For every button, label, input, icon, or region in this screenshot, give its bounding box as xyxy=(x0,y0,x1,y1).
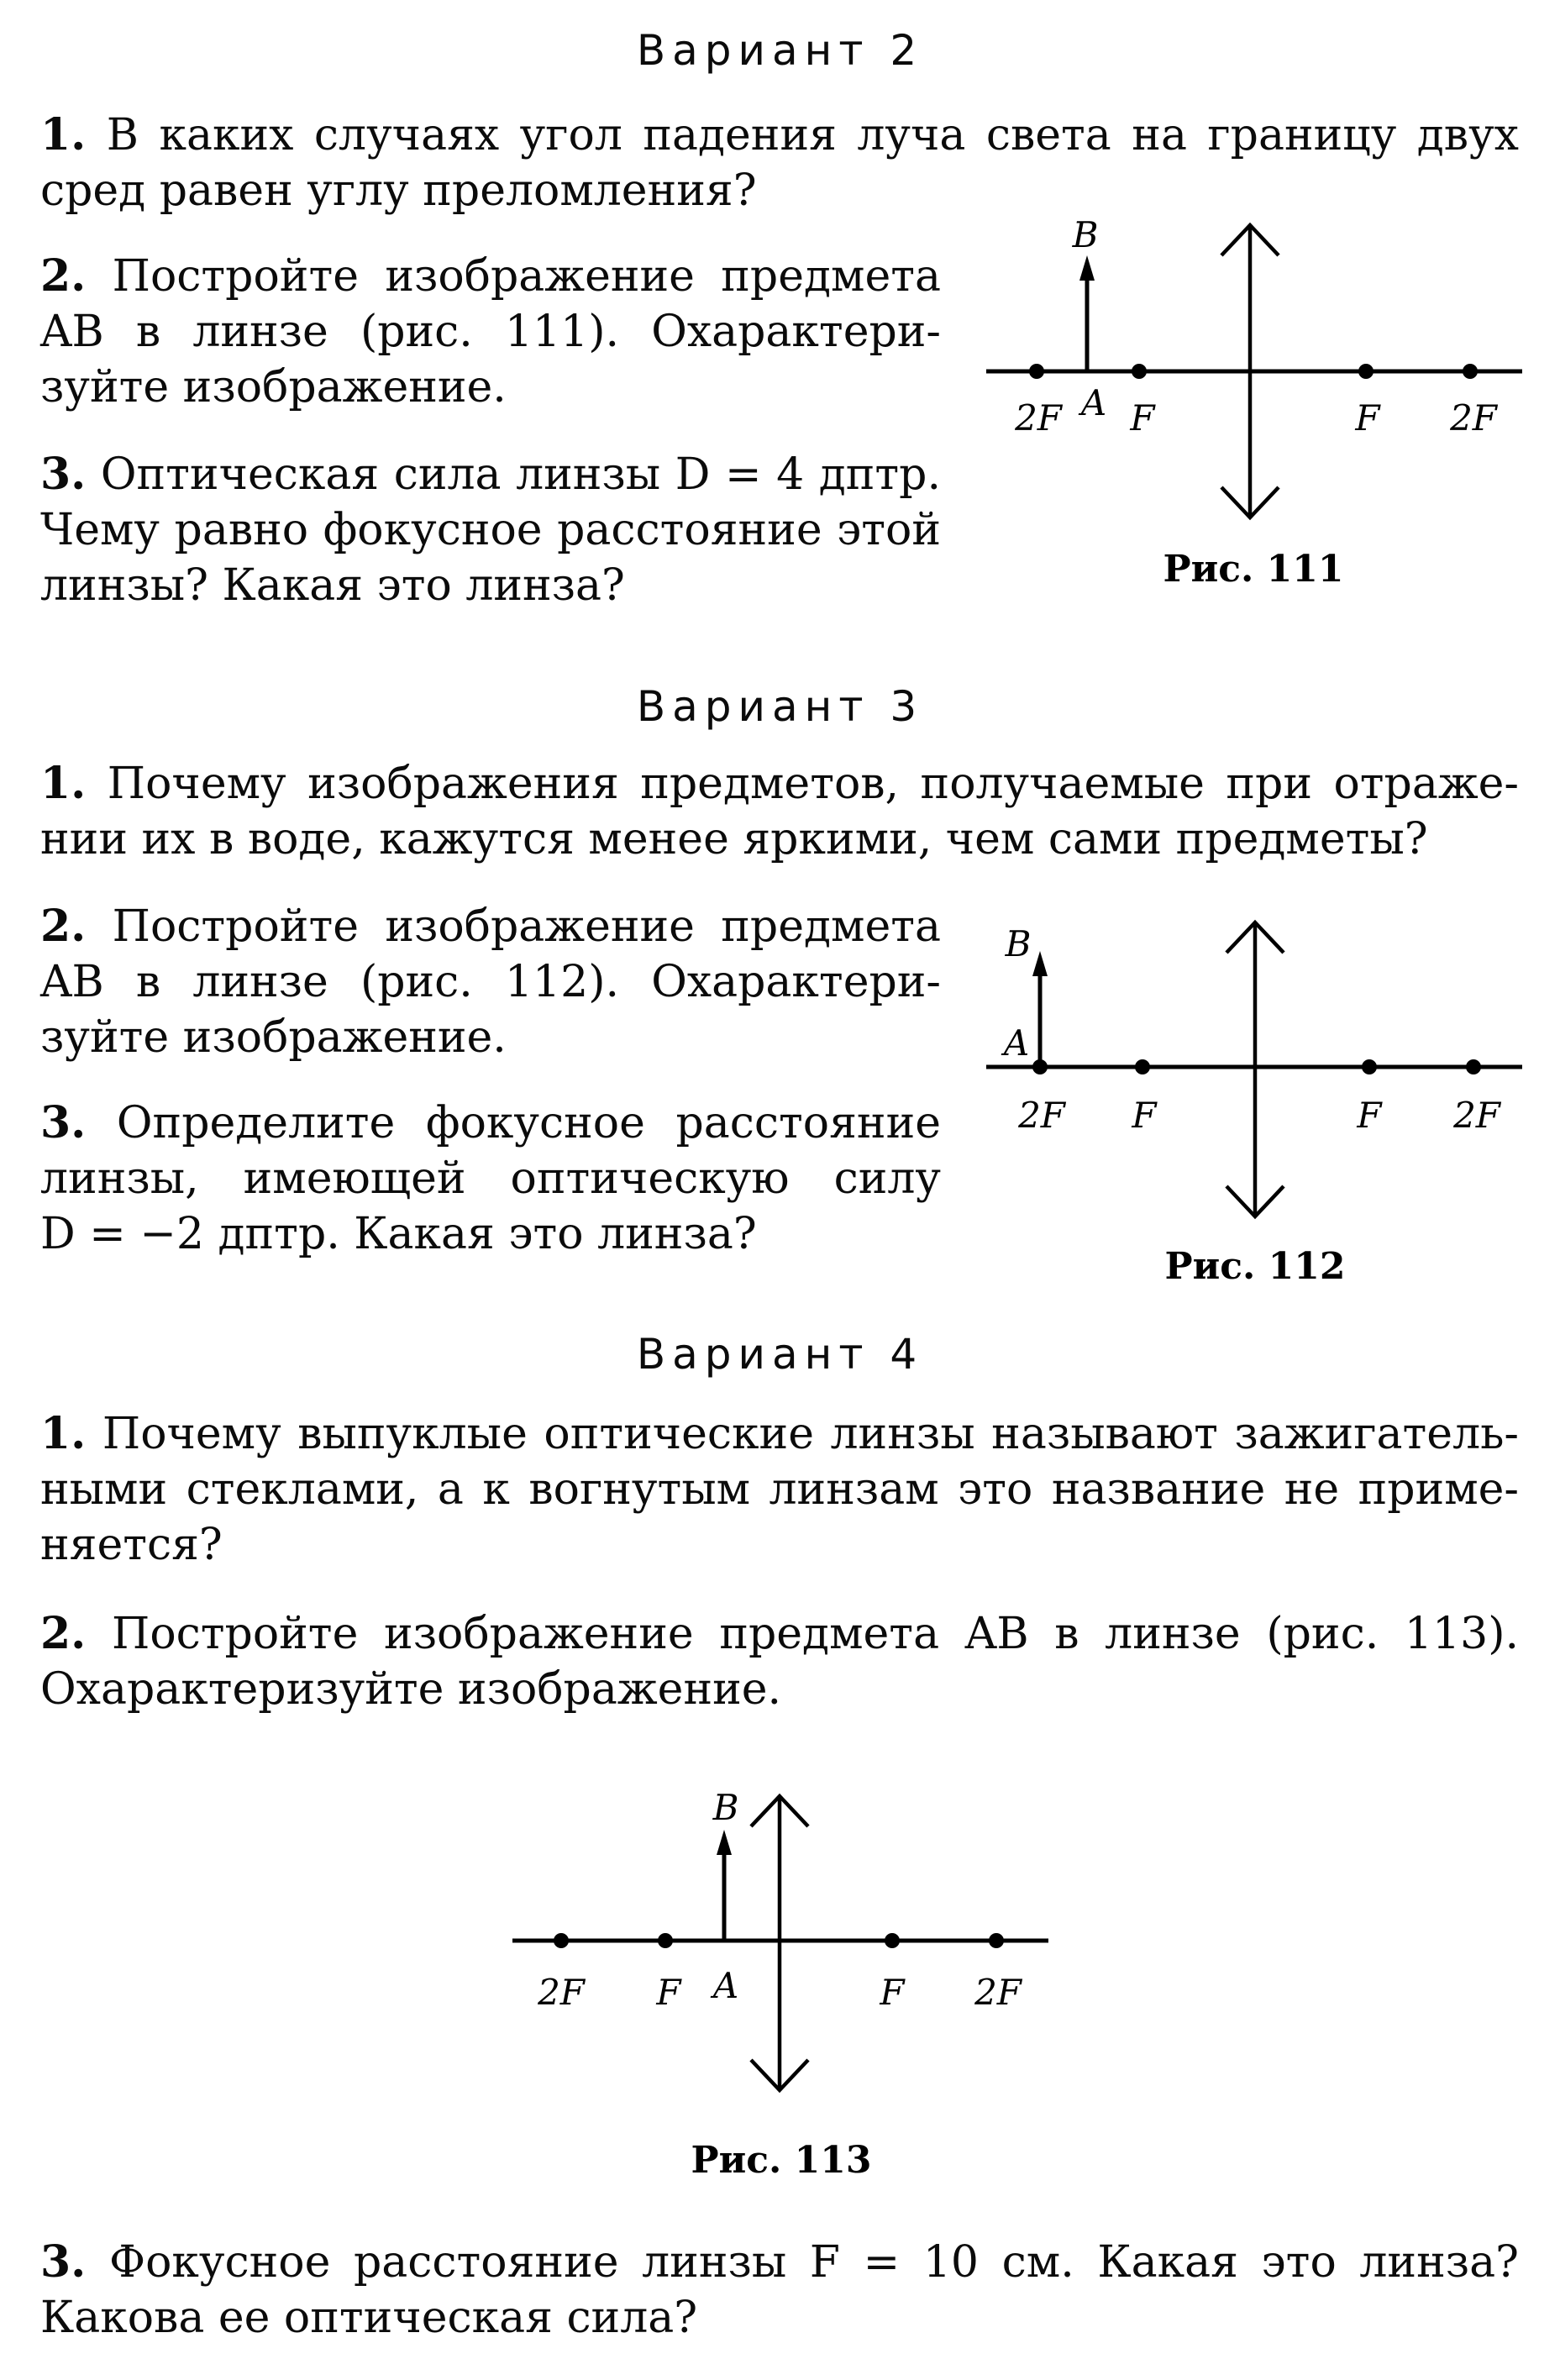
object-arrow-head xyxy=(1032,951,1048,976)
point-2f-right xyxy=(1463,364,1478,379)
point-f-right xyxy=(1362,1059,1377,1074)
point-2f-right xyxy=(989,1933,1004,1948)
object-arrow-head xyxy=(717,1830,732,1855)
v2-q1-text: В каких случаях угол падения луча света на границу двух сред равен углу преломления? xyxy=(40,110,1519,216)
label-2f-right: 2F xyxy=(1453,1095,1500,1136)
v4-q1-line-3: няется? xyxy=(40,1520,223,1570)
v4-q3-line-1: Фокусное расстояние линзы F = 10 см. Какая это линза? xyxy=(108,2237,1519,2288)
label-2f-right: 2F xyxy=(1450,397,1497,439)
point-f-left xyxy=(658,1933,673,1948)
object-arrow-head xyxy=(1079,255,1095,281)
label-f-right: F xyxy=(880,1972,905,2013)
v3-q2-line-3: зуйте изображение. xyxy=(40,1012,507,1063)
v2-q3-number: 3. xyxy=(40,449,87,500)
label-2f-left: 2F xyxy=(1018,1095,1065,1136)
v2-q2-line-2: AB в линзе (рис. 111). Охарактери- xyxy=(40,307,941,357)
point-f-right xyxy=(885,1933,900,1948)
v3-q3-line-1: Определите фокусное расстояние xyxy=(116,1098,941,1148)
label-a: A xyxy=(712,1965,739,2006)
v3-q3-number: 3. xyxy=(40,1097,87,1148)
v2-question-1 xyxy=(40,108,1519,218)
v2-q2-number: 2. xyxy=(40,250,87,302)
v4-q2-line-1: Постройте изображение предмета AB в линзе (рис. 113). xyxy=(112,1609,1520,1659)
v2-q2-line-1: Постройте изображение предмета xyxy=(112,251,941,302)
v3-q1-number: 1. xyxy=(40,758,87,809)
point-2f-left xyxy=(1029,364,1044,379)
v4-q2-line-2: Охарактеризуйте изображение. xyxy=(40,1664,782,1715)
label-f-left: F xyxy=(656,1972,681,2013)
v4-q3-number: 3. xyxy=(40,2236,87,2288)
v3-q2-line-1: Постройте изображение предмета xyxy=(112,901,941,952)
v2-q3-line-1: Оптическая сила линзы D = 4 дптр. xyxy=(100,449,941,500)
point-f-left xyxy=(1135,1059,1150,1074)
point-2f-right xyxy=(1466,1059,1481,1074)
v3-q2-line-2: AB в линзе (рис. 112). Охарактери- xyxy=(40,957,941,1007)
v4-q2-number: 2. xyxy=(40,1608,87,1659)
v3-q1-line-1: Почему изображения предметов, получаемые при отраже- xyxy=(107,759,1519,809)
v4-question-2 xyxy=(40,1606,1519,1717)
label-f-left: F xyxy=(1130,397,1155,439)
v3-question-1 xyxy=(40,756,1519,867)
v4-q1-number: 1. xyxy=(40,1408,87,1459)
v3-question-2 xyxy=(40,899,941,1065)
label-f-left: F xyxy=(1132,1095,1157,1136)
figure-caption: Рис. 112 xyxy=(1164,1245,1346,1288)
label-f-right: F xyxy=(1355,397,1380,439)
v3-q3-line-3: D = −2 дптр. Какая это линза? xyxy=(40,1209,757,1259)
v4-question-3 xyxy=(40,2235,1519,2346)
v2-q3-line-3: линзы? Какая это линза? xyxy=(40,560,625,611)
figure-112 xyxy=(983,914,1537,1300)
point-2f-left xyxy=(1032,1059,1048,1074)
v2-q3-line-2: Чему равно фокусное расстояние этой xyxy=(40,505,941,555)
variant-2-heading: Вариант 2 xyxy=(636,26,924,75)
label-a: A xyxy=(1080,382,1107,423)
figure-caption: Рис. 113 xyxy=(691,2139,872,2182)
figure-caption: Рис. 111 xyxy=(1163,548,1344,591)
v3-q3-line-2: линзы, имеющей оптическую силу xyxy=(40,1153,941,1204)
v2-q2-line-3: зуйте изображение. xyxy=(40,362,507,412)
variant-4-heading: Вариант 4 xyxy=(636,1330,924,1379)
v2-question-3 xyxy=(40,447,941,613)
v3-question-3 xyxy=(40,1095,941,1262)
label-b: B xyxy=(1005,923,1032,964)
label-b: B xyxy=(712,1787,739,1828)
figure-113 xyxy=(504,1781,1058,2184)
v4-q3-line-2: Какова ее оптическая сила? xyxy=(40,2293,698,2343)
v2-question-2 xyxy=(40,249,941,415)
label-2f-right: 2F xyxy=(974,1972,1022,2013)
variant-3-heading: Вариант 3 xyxy=(636,682,924,731)
v2-q1-number: 1. xyxy=(40,109,87,160)
v3-q2-number: 2. xyxy=(40,901,87,952)
v4-question-1 xyxy=(40,1406,1519,1573)
point-2f-left xyxy=(554,1933,569,1948)
label-f-right: F xyxy=(1357,1095,1382,1136)
figure-111 xyxy=(983,214,1537,605)
v3-q1-line-2: нии их в воде, кажутся менее яркими, чем сами предметы? xyxy=(40,814,1428,864)
point-f-left xyxy=(1132,364,1147,379)
v4-q1-line-2: ными стеклами, а к вогнутым линзам это название не приме- xyxy=(40,1464,1519,1515)
label-b: B xyxy=(1072,214,1099,255)
point-f-right xyxy=(1358,364,1374,379)
label-2f-left: 2F xyxy=(538,1972,585,2013)
label-a: A xyxy=(1003,1022,1030,1064)
label-2f-left: 2F xyxy=(1015,397,1062,439)
v4-q1-line-1: Почему выпуклые оптические линзы называют зажигатель- xyxy=(102,1409,1519,1459)
